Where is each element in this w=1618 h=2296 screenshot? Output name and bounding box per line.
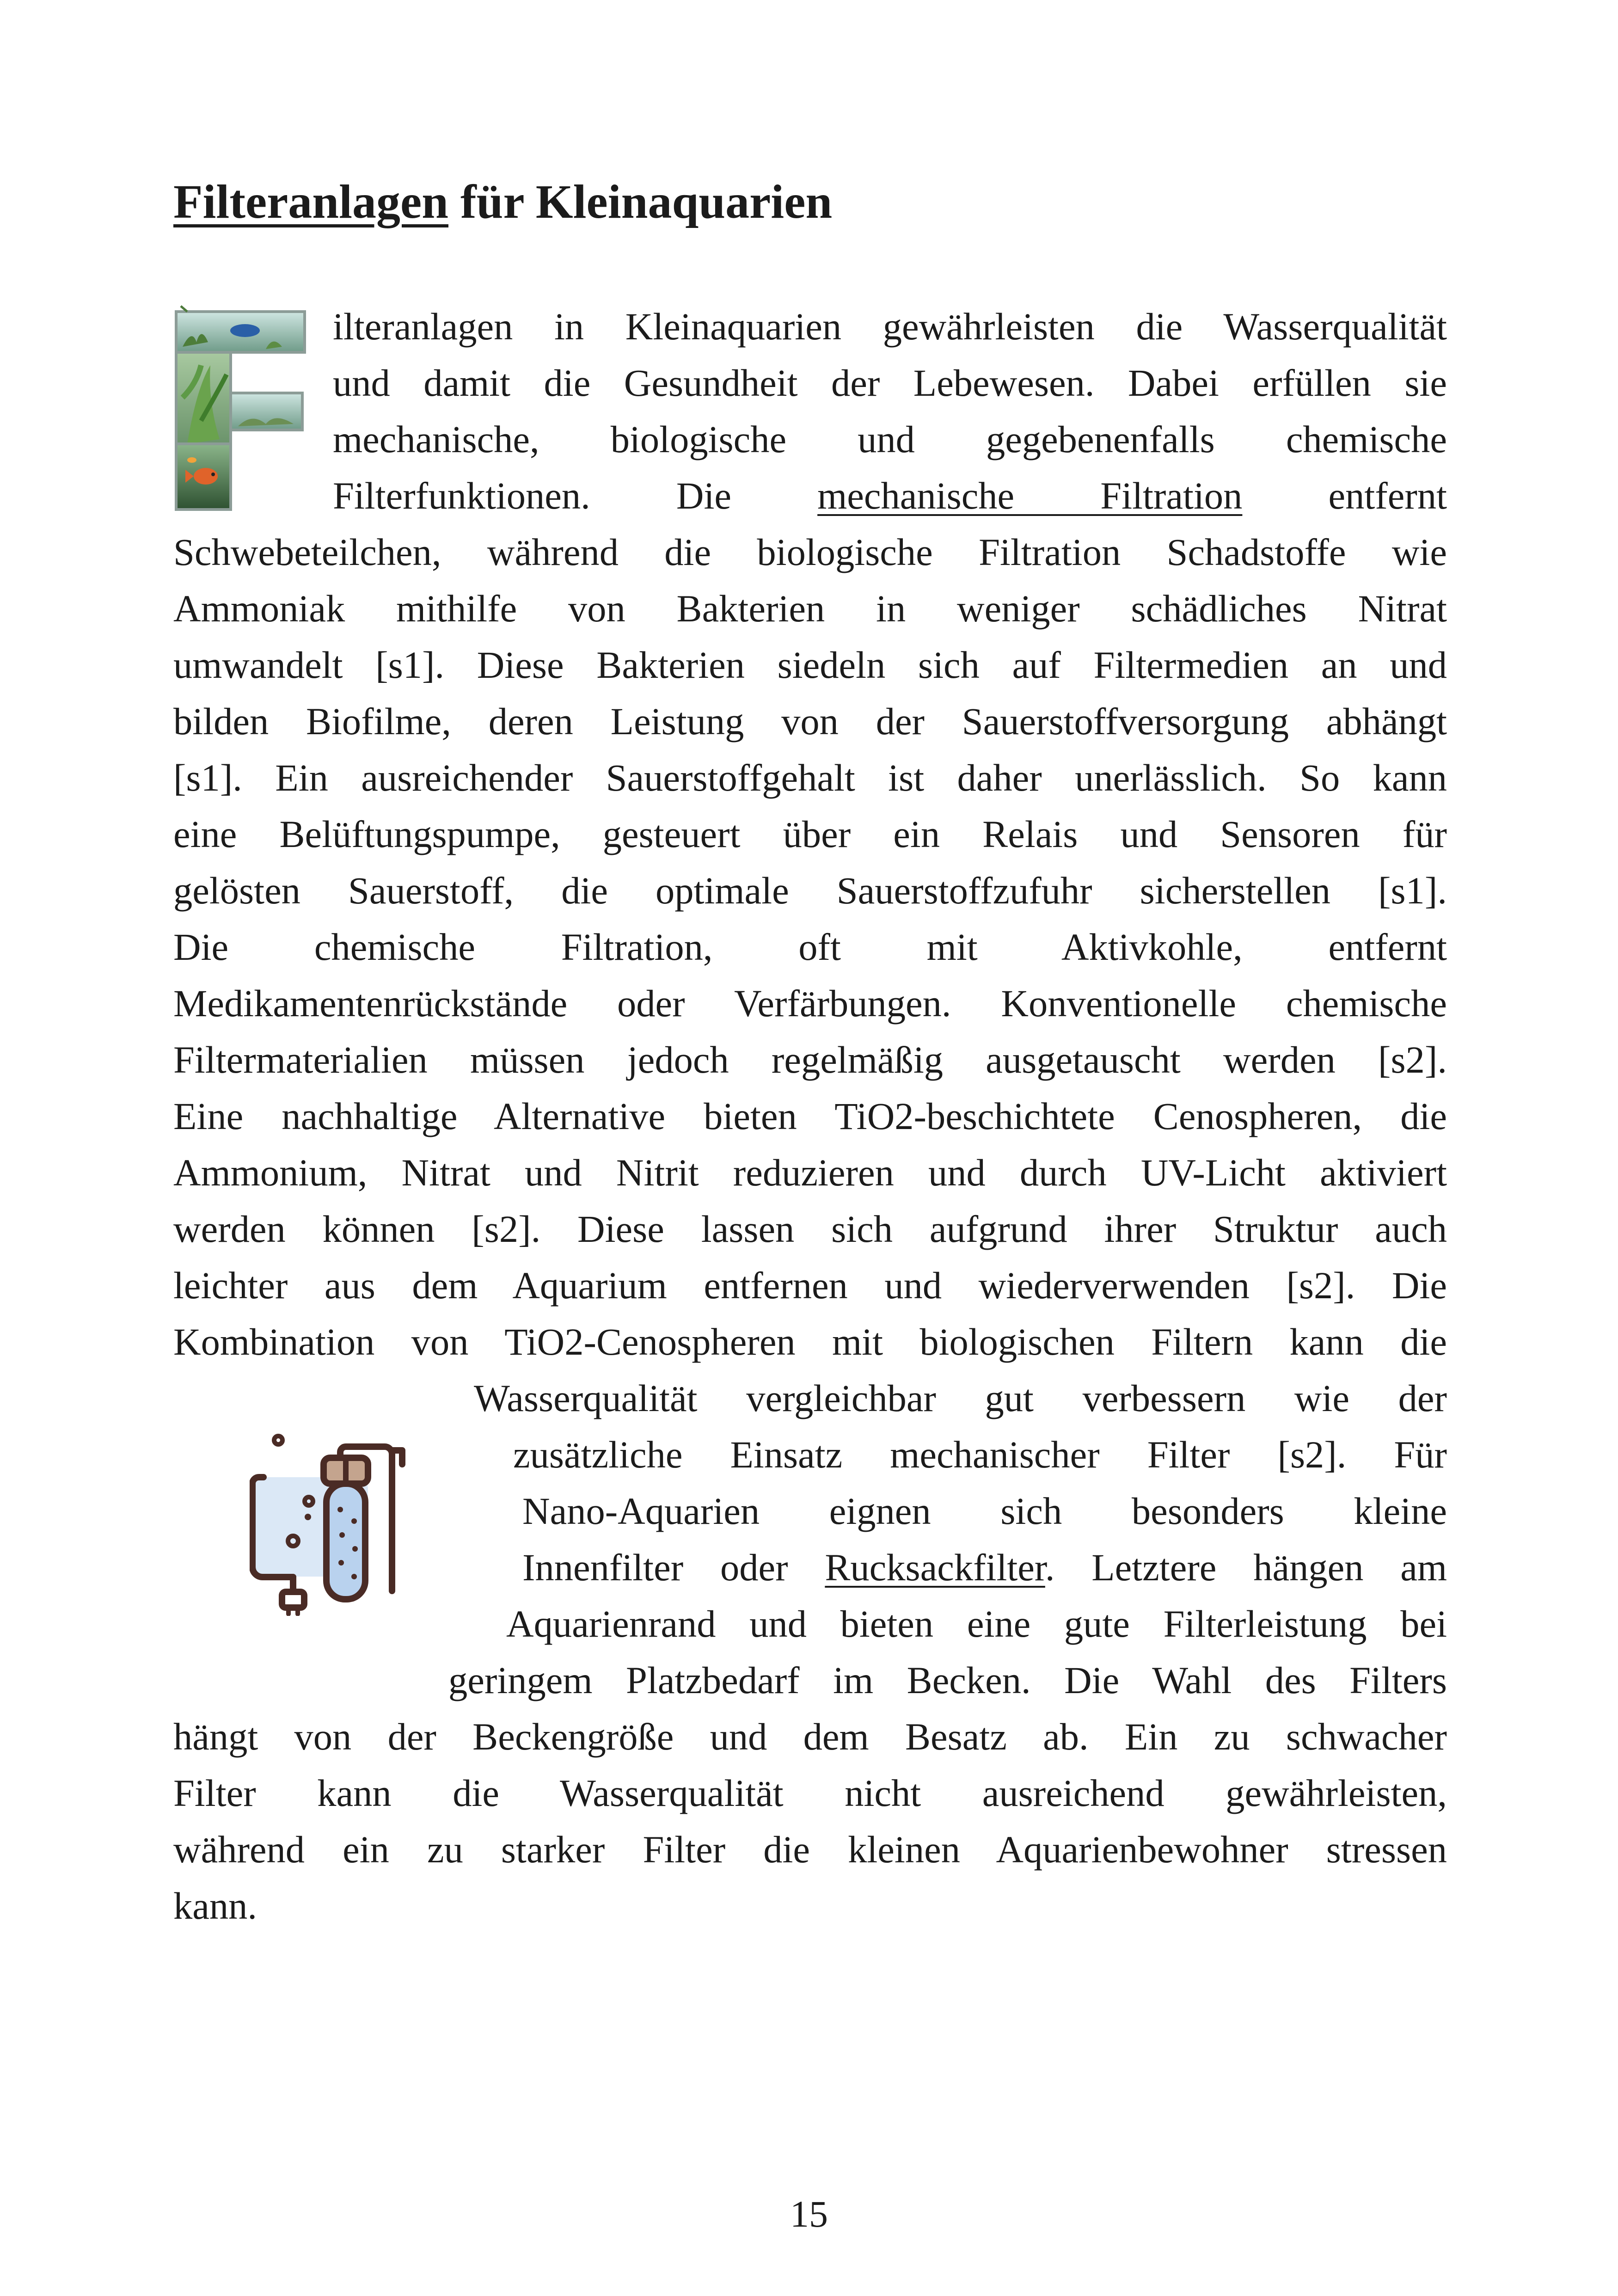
text-line: mechanische, biologische und gegebenenfalls chemische [333,418,1447,460]
body-text-wrap-line [448,1652,1447,1708]
text-line: und damit die Gesundheit der Lebewesen. Dabei erfüllen sie [333,362,1447,404]
text-fragment: Filterfunktionen. Die [333,474,732,517]
link-mechanische-filtration[interactable]: mechanische Filtration [817,474,1243,517]
body-text-dropcap-block [333,298,1447,524]
body-text-wrap-line [506,1596,1447,1652]
text-line-with-link [333,467,1447,524]
body-text-wrap-line [522,1483,1447,1539]
text-line: kann. [173,1885,257,1927]
text-line: Medikamentenrückstände oder Verfärbungen. Konventionelle chemische [173,982,1447,1025]
text-line: bilden Biofilme, deren Leistung von der Sauerstoffversorgung abhängt [173,700,1447,743]
text-line: Filter kann die Wasserqualität nicht ausreichend gewährleisten, [173,1772,1447,1814]
aquarium-letter-f-icon [173,305,307,511]
body-text-wrap-line [522,1539,1447,1596]
text-line: Schwebeteilchen, während die biologische Filtration Schadstoffe wie [173,531,1447,573]
aquarium-filter-icon [250,1422,411,1616]
page-number: 15 [790,2193,828,2235]
text-line: Filtermaterialien müssen jedoch regelmäßig ausgetauscht werden [s2]. [173,1038,1447,1081]
body-text-end-block [173,1708,1447,1934]
text-line: [s1]. Ein ausreichender Sauerstoffgehalt ist daher unerlässlich. So kann [173,756,1447,799]
body-text-wrap-line [474,1370,1447,1426]
text-line: während ein zu starker Filter die kleinen Aquarienbewohner stressen [173,1828,1447,1871]
page-title [173,173,832,231]
text-line: Kombination von TiO2-Cenospheren mit biologischen Filtern kann die [173,1320,1447,1363]
text-line-with-link [522,1539,1447,1596]
text-line: eine Belüftungspumpe, gesteuert über ein Relais und Sensoren für [173,813,1447,855]
title-rest: für Kleinaquarien [448,175,833,228]
body-text-wrap-line [513,1426,1447,1483]
text-line: hängt von der Beckengröße und dem Besatz ab. Ein zu schwacher [173,1715,1447,1758]
text-fragment: entfernt [1328,474,1447,517]
text-fragment: Innenfilter oder [522,1546,788,1589]
dropcap-aquarium-letter [173,305,307,511]
text-line: Ammonium, Nitrat und Nitrit reduzieren und durch UV-Licht aktiviert [173,1151,1447,1194]
text-fragment: . Letztere hängen am [1045,1546,1447,1589]
filter-device-icon [250,1422,411,1616]
text-line: Eine nachhaltige Alternative bieten TiO2-beschichtete Cenospheren, die [173,1095,1447,1137]
text-line: geringem Platzbedarf im Becken. Die Wahl des Filters [448,1659,1447,1701]
text-line: Die chemische Filtration, oft mit Aktivkohle, entfernt [173,926,1447,968]
text-line: Wasserqualität vergleichbar gut verbessern wie der [474,1377,1447,1419]
text-line: Nano-Aquarien eignen sich besonders kleine [522,1490,1447,1532]
text-line: Aquarienrand und bieten eine gute Filterleistung bei [506,1602,1447,1645]
text-line: zusätzliche Einsatz mechanischer Filter [s2]. Für [513,1433,1447,1476]
text-line: Ammoniak mithilfe von Bakterien in weniger schädliches Nitrat [173,587,1447,630]
title-underlined-word: Filteranlagen [173,175,449,228]
body-text-main-block [173,524,1447,1370]
text-line: umwandelt [s1]. Diese Bakterien siedeln sich auf Filtermedien an und [173,644,1447,686]
text-line: werden können [s2]. Diese lassen sich aufgrund ihrer Struktur auch [173,1208,1447,1250]
link-rucksackfilter[interactable]: Rucksackfilter [825,1546,1045,1589]
text-line: gelösten Sauerstoff, die optimale Sauerstoffzufuhr sicherstellen [s1]. [173,869,1447,912]
text-line: ilteranlagen in Kleinaquarien gewährleisten die Wasserqualität [333,305,1447,348]
text-line: leichter aus dem Aquarium entfernen und wiederverwenden [s2]. Die [173,1264,1447,1307]
